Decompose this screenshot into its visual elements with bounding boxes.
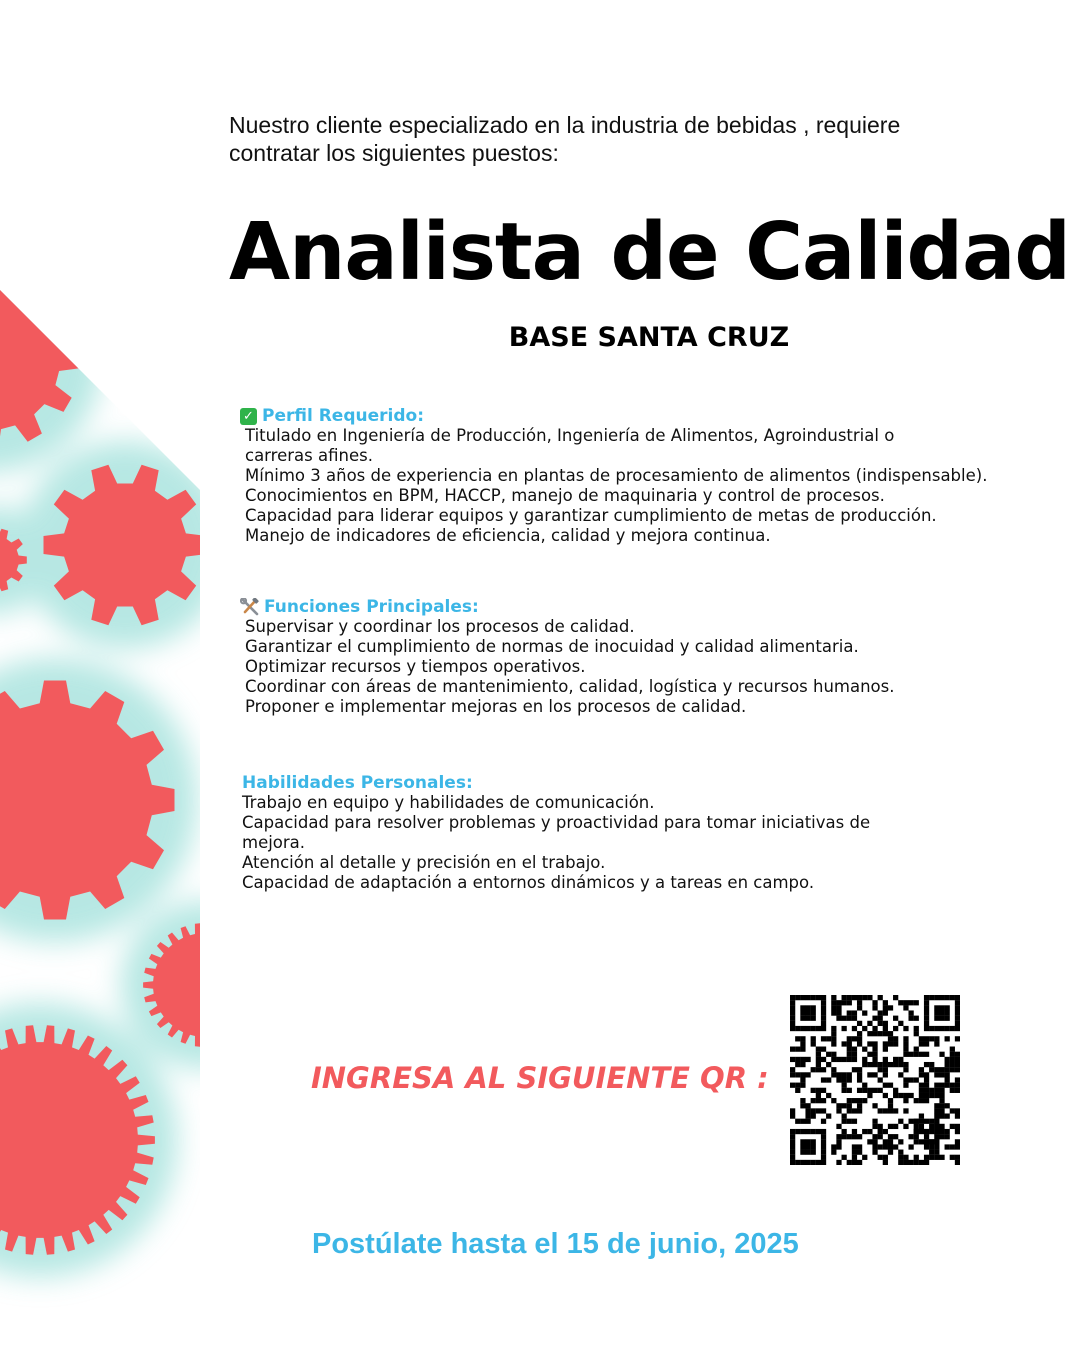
- section-funciones-list: [240, 617, 895, 717]
- qr-call-to-action: INGRESA AL SIGUIENTE QR :: [311, 1061, 769, 1095]
- list-item: Capacidad para resolver problemas y proactividad para tomar iniciativas de: [242, 813, 871, 832]
- hammer-wrench-icon: [240, 598, 260, 616]
- section-perfil-list: [240, 426, 987, 546]
- list-item: Atención al detalle y precisión en el trabajo.: [242, 853, 606, 872]
- section-funciones: [240, 597, 895, 717]
- section-perfil-title: Perfil Requerido:: [262, 406, 424, 426]
- list-item: Manejo de indicadores de eficiencia, calidad y mejora continua.: [245, 526, 771, 545]
- list-item: carreras afines.: [245, 446, 373, 465]
- list-item: Optimizar recursos y tiempos operativos.: [245, 657, 586, 676]
- list-item: Coordinar con áreas de mantenimiento, calidad, logística y recursos humanos.: [245, 677, 895, 696]
- section-habilidades-title: Habilidades Personales:: [242, 773, 473, 793]
- list-item: Trabajo en equipo y habilidades de comunicación.: [242, 793, 655, 812]
- section-habilidades-heading: [242, 773, 870, 793]
- list-item: Capacidad de adaptación a entornos dinámicos y a tareas en campo.: [242, 873, 815, 892]
- section-habilidades-list: [242, 793, 870, 893]
- list-item: Conocimientos en BPM, HACCP, manejo de maquinaria y control de procesos.: [245, 486, 885, 505]
- section-perfil-heading: [240, 406, 987, 426]
- intro-line-2: contratar los siguientes puestos:: [229, 140, 559, 166]
- section-funciones-heading: [240, 597, 895, 617]
- location-label: BASE SANTA CRUZ: [508, 322, 790, 353]
- section-perfil: [240, 406, 987, 546]
- job-title: Analista de Calidad: [229, 206, 1070, 298]
- section-funciones-title: Funciones Principales:: [264, 597, 479, 617]
- list-item: mejora.: [242, 833, 306, 852]
- section-habilidades: [242, 773, 870, 893]
- qr-code-icon[interactable]: [790, 995, 960, 1165]
- intro-line-1: Nuestro cliente especializado en la industria de bebidas , requiere: [229, 112, 901, 138]
- intro-text: [229, 111, 989, 167]
- list-item: Capacidad para liderar equipos y garantizar cumplimiento de metas de producción.: [245, 506, 937, 525]
- list-item: Supervisar y coordinar los procesos de calidad.: [245, 617, 635, 636]
- list-item: Garantizar el cumplimiento de normas de inocuidad y calidad alimentaria.: [245, 637, 859, 656]
- list-item: Titulado en Ingeniería de Producción, Ingeniería de Alimentos, Agroindustrial o: [245, 426, 895, 445]
- list-item: Mínimo 3 años de experiencia en plantas de procesamiento de alimentos (indispensable).: [245, 466, 988, 485]
- application-deadline: Postúlate hasta el 15 de junio, 2025: [312, 1228, 799, 1260]
- list-item: Proponer e implementar mejoras en los procesos de calidad.: [245, 697, 747, 716]
- check-mark-icon: ✓: [240, 408, 257, 425]
